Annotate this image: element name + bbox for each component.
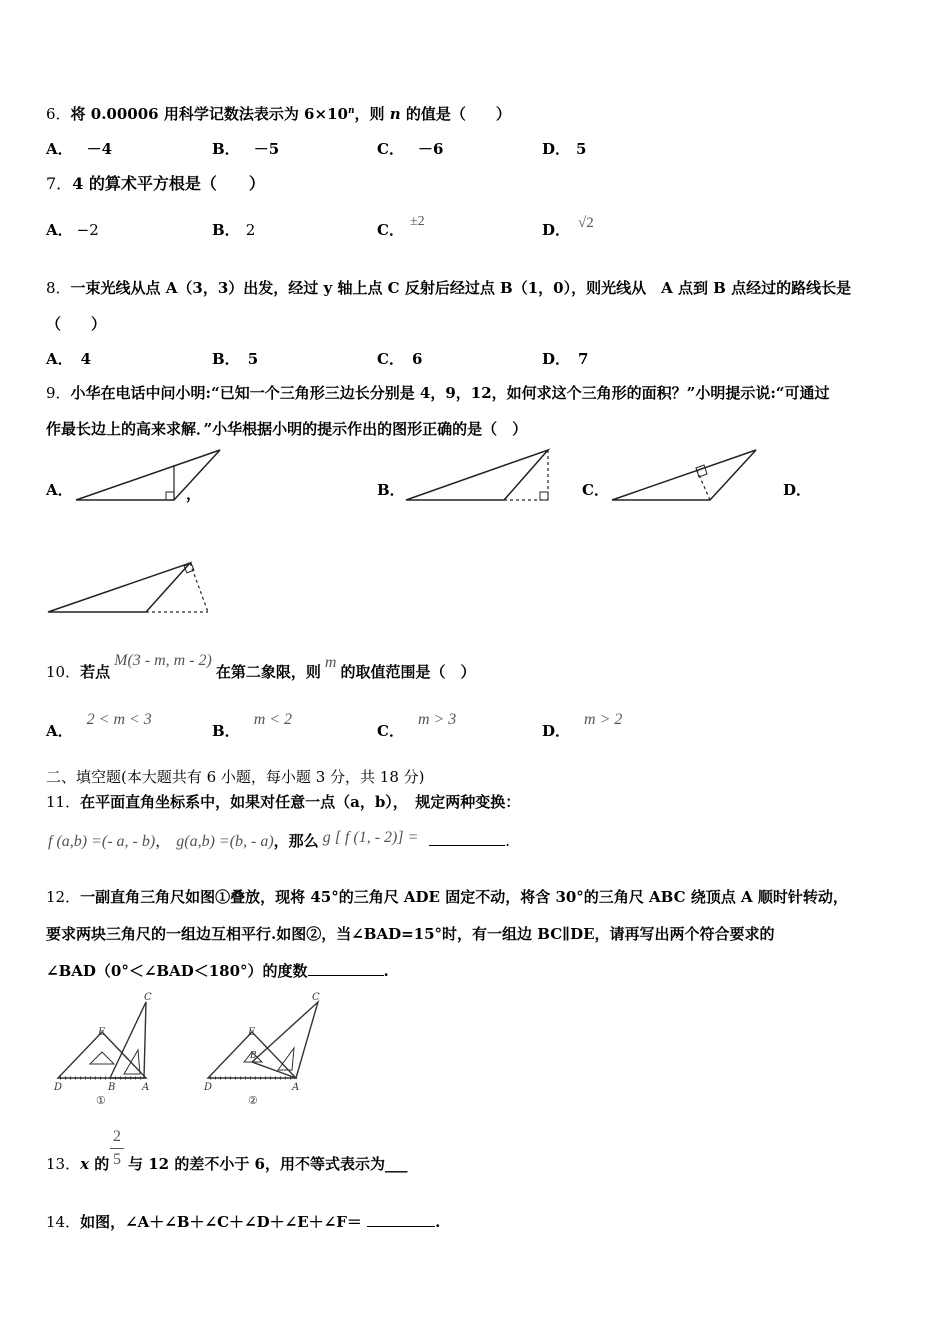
q12-fig2-caption: ② (248, 1094, 258, 1107)
q7-option-b[interactable]: B． 2 (212, 221, 256, 239)
q6-stem: 6．将 0.00006 用科学记数法表示为 $6\times 10^n$，则 n 的值是（ ） (46, 105, 511, 123)
q6-option-d[interactable]: D． 5 (542, 140, 587, 158)
q12-fig1-label-b: B (108, 1082, 116, 1093)
q9-comma: ， (186, 485, 202, 503)
q10-option-b[interactable]: B．m < 2 (212, 711, 293, 740)
q7-option-a[interactable]: A． −2 (46, 221, 99, 239)
q9-stem-line2: 作最长边上的高来求解．”小华根据小明的提示作出的图形正确的是（ ） (46, 420, 528, 438)
q12-figure-1 (50, 990, 160, 1108)
q12-fig2-label-e: E (248, 1027, 256, 1038)
q11-formula: f (a,b) =(- a, - b)， g(a,b) =(b, - a)，那么 g [ f (1, - 2)] = . (48, 829, 510, 850)
q11-answer-blank[interactable] (429, 845, 505, 846)
q11-stem: 11．在平面直角坐标系中，如果对任意一点（a，b）， 规定两种变换： (46, 793, 521, 811)
q8-option-c[interactable]: C． 6 (377, 350, 423, 368)
q9-stem-line1: 9．小华在电话中问小明:“已知一个三角形三边长分别是 4，9，12，如何求这个三角形的面积？”小明提示说:“可通过 (46, 384, 830, 402)
q9-option-b-label[interactable]: B． (377, 481, 405, 499)
q9-figure-a (74, 448, 224, 504)
q9-option-c-label[interactable]: C． (582, 481, 609, 499)
q10-option-c[interactable]: C．m > 3 (377, 711, 457, 740)
q6-option-b[interactable]: B． －5 (212, 140, 280, 158)
q9-option-a-label[interactable]: A． (46, 481, 73, 499)
q12-line3: ∠BAD（0°＜∠BAD＜180°）的度数 . (46, 962, 389, 980)
q12-fig1-label-d: D (54, 1082, 63, 1093)
q7-option-d[interactable]: D． √2 (542, 215, 594, 239)
q12-fig2-label-d: D (204, 1082, 213, 1093)
q8-stem-line1: 8．一束光线从点 A（3，3）出发，经过 y 轴上点 C 反射后经过点 B（1，0），则光线从 A 点到 B 点经过的路线长是 (46, 279, 852, 297)
q12-answer-blank[interactable] (308, 975, 384, 976)
q12-line2: 要求两块三角尺的一组边互相平行.如图②，当∠BAD=15°时，有一组边 BC∥DE，请再写出两个符合要求的 (46, 925, 775, 943)
q12-fig2-label-c: C (312, 992, 320, 1003)
q12-fig1-label-a: A (142, 1082, 150, 1093)
q7-stem: 7．4 的算术平方根是（ ） (46, 174, 265, 193)
q10-point: M(3 - m, m - 2) (114, 652, 212, 669)
q12-fig1-label-e: E (98, 1027, 106, 1038)
q12-fig2-label-a: A (292, 1082, 300, 1093)
q9-figure-c (610, 448, 760, 504)
q8-option-b[interactable]: B． 5 (212, 350, 259, 368)
q13-fraction: 2 5 (110, 1126, 124, 1171)
q9-figure-b (404, 448, 554, 504)
q10-option-a[interactable]: A．2 < m < 3 (46, 711, 152, 740)
q13-answer-blank[interactable]: ___ (384, 1155, 408, 1173)
q8-option-d[interactable]: D． 7 (542, 350, 589, 368)
q12-figure-2 (200, 990, 330, 1108)
section2-title: 二、填空题(本大题共有 6 小题，每小题 3 分，共 18 分) (46, 768, 425, 786)
q6-option-a[interactable]: A． －4 (46, 140, 113, 158)
q6-option-c[interactable]: C． －6 (377, 140, 444, 158)
q7-option-c[interactable]: C． ±2 (377, 214, 425, 239)
q14-stem: 14．如图，∠A＋∠B＋∠C＋∠D＋∠E＋∠F＝ . (46, 1213, 441, 1231)
q12-fig1-caption: ① (96, 1094, 106, 1107)
q10-option-d[interactable]: D．m > 2 (542, 711, 623, 740)
q9-option-d-label[interactable]: D． (783, 481, 812, 499)
q8-option-a[interactable]: A． 4 (46, 350, 92, 368)
q13-stem: 13．x 的 (46, 1155, 110, 1173)
q12-fig1-label-c: C (144, 992, 152, 1003)
q9-figure-d (46, 560, 216, 616)
q10-stem: 10．若点M(3 - m, m - 2)在第二象限，则m的取值范围是（ ） (46, 652, 476, 681)
q13-stem-post: 与 12 的差不小于 6，用不等式表示为___ (128, 1155, 408, 1173)
q8-stem-line2: （ ） (46, 315, 107, 333)
q12-line1: 12．一副直角三角尺如图①叠放，现将 45°的三角尺 ADE 固定不动，将含 30°的三角尺 ABC 绕顶点 A 顺时针转动， (46, 888, 848, 906)
q12-fig2-label-b: B (250, 1051, 257, 1061)
q14-answer-blank[interactable] (367, 1226, 435, 1227)
